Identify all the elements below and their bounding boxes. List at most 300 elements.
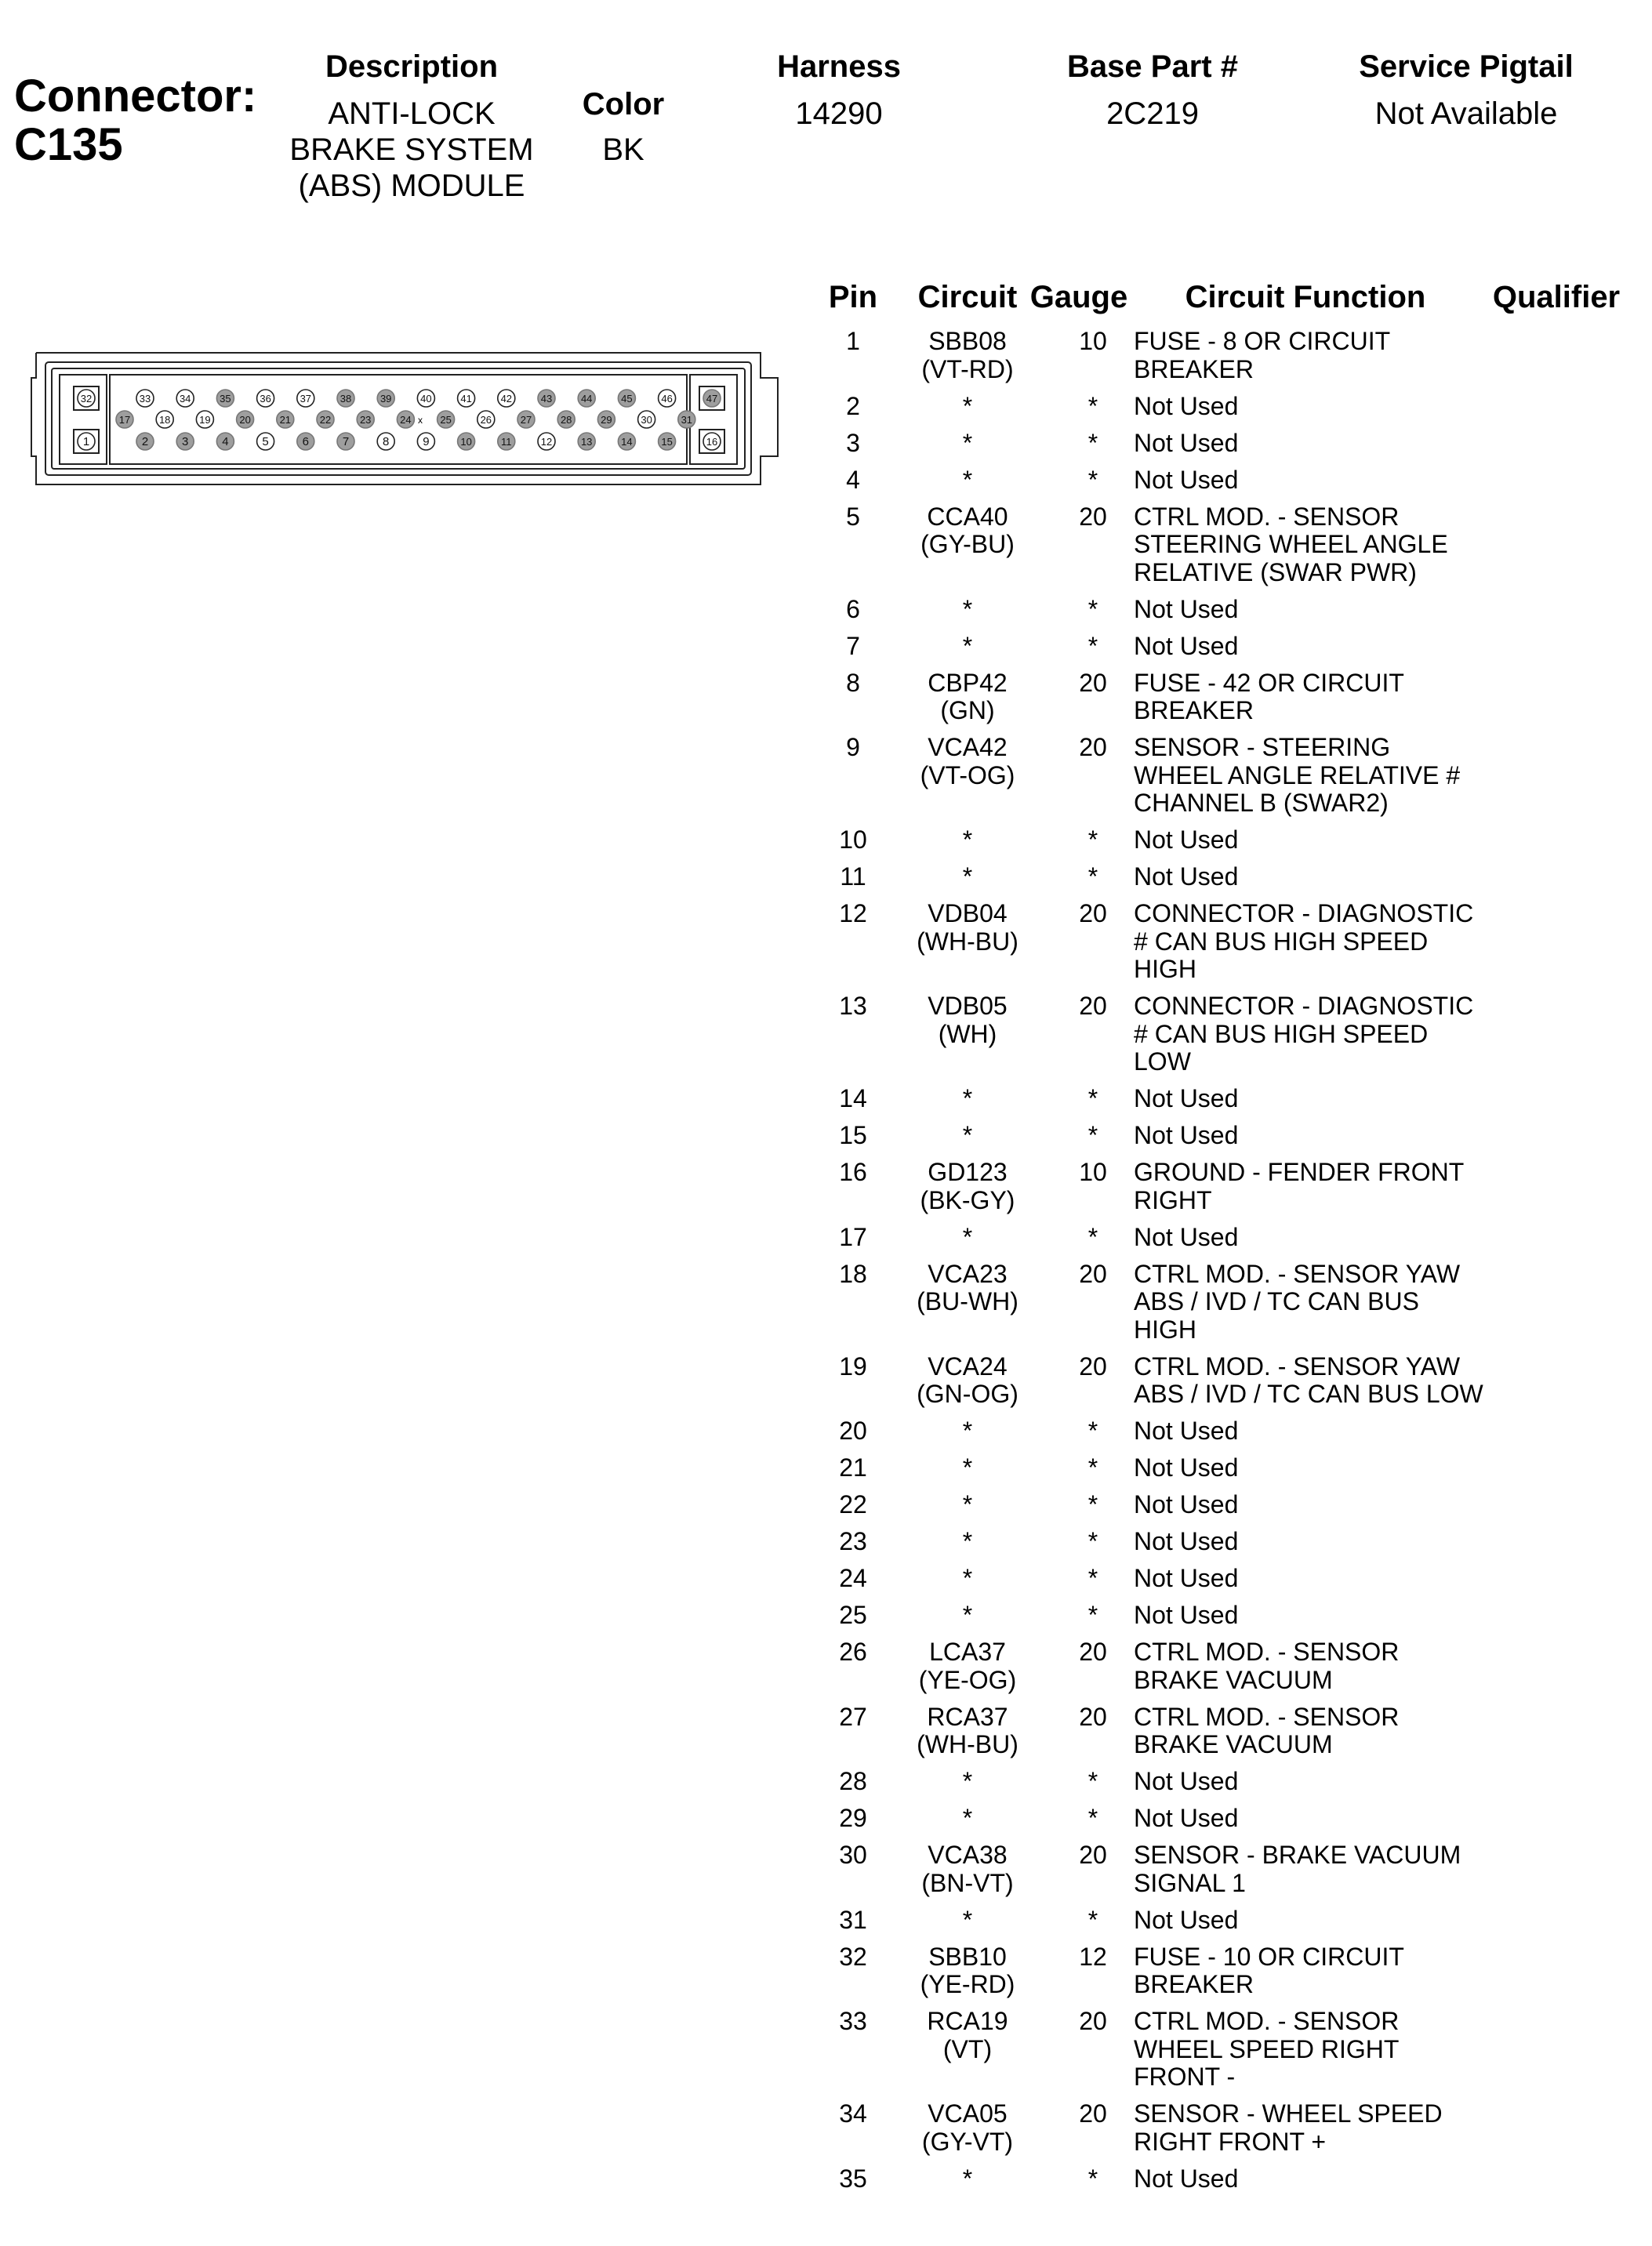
pin-cell: 25 [839, 1601, 867, 1629]
pin-label: 47 [706, 393, 718, 405]
circuit-line: * [962, 2164, 973, 2193]
connector-label: Connector: [14, 71, 257, 122]
circuit-line: * [962, 1527, 973, 1555]
function-line: BREAKER [1134, 354, 1254, 383]
pin-44 [578, 390, 595, 407]
function-line: Not Used [1134, 1601, 1239, 1629]
pin-47 [699, 386, 724, 410]
function-cell [1134, 1085, 1494, 1113]
pin-label: 10 [460, 436, 472, 448]
function-cell [1134, 1528, 1494, 1556]
function-line: ABS / IVD / TC CAN BUS [1134, 1287, 1419, 1315]
gauge-cell: * [1087, 1121, 1098, 1149]
circuit-line: (VT) [942, 2034, 993, 2063]
pin-label: 24 [400, 414, 412, 426]
circuit-line: * [962, 1121, 973, 1149]
function-line: Not Used [1134, 1564, 1239, 1592]
pin-43 [538, 390, 555, 407]
gauge-cell: * [1087, 631, 1098, 660]
gauge-cell: 20 [1079, 1259, 1107, 1288]
circuit-cell [891, 2008, 1044, 2063]
pin-cell: 32 [839, 1942, 867, 1971]
pin-label: 42 [500, 393, 513, 405]
circuit-cell [891, 633, 1044, 661]
pin-6 [297, 433, 314, 450]
pin-31 [678, 411, 695, 428]
pin-35 [216, 390, 234, 407]
circuit-line: (GY-VT) [921, 2127, 1014, 2156]
pin-label: 44 [580, 393, 593, 405]
pin-39 [377, 390, 394, 407]
pin-cell: 35 [839, 2164, 867, 2193]
pin-label: 46 [661, 393, 673, 405]
circuit-cell [891, 1159, 1044, 1214]
gauge-cell: 20 [1079, 733, 1107, 761]
function-line: CHANNEL B (SWAR2) [1134, 789, 1389, 817]
pin-label: 4 [222, 435, 229, 448]
pin-36 [257, 390, 274, 407]
circuit-line: * [962, 631, 973, 660]
circuit-line: * [962, 594, 973, 623]
function-cell [1134, 1638, 1494, 1694]
function-line: # CAN BUS HIGH SPEED [1134, 1019, 1429, 1048]
function-line: FRONT - [1134, 2063, 1236, 2091]
pin-label: 30 [641, 414, 652, 426]
pin-layer [74, 386, 724, 453]
function-cell [1134, 1353, 1494, 1409]
pin-label: 2 [141, 435, 149, 448]
function-line: ABS / IVD / TC CAN BUS LOW [1134, 1380, 1483, 1408]
function-cell [1134, 1602, 1494, 1630]
function-line: HIGH [1134, 1315, 1196, 1344]
circuit-cell [891, 1638, 1044, 1694]
function-line: RELATIVE (SWAR PWR) [1134, 557, 1417, 586]
pin-cell: 11 [840, 862, 866, 891]
circuit-cell [891, 503, 1044, 559]
function-cell [1134, 1261, 1494, 1344]
function-line: GROUND - FENDER FRONT [1134, 1158, 1465, 1186]
pin-label: 9 [423, 435, 430, 448]
circuit-line: * [962, 465, 973, 494]
circuit-line: * [962, 1490, 973, 1518]
service-pigtail-label: Service Pigtail [1359, 49, 1574, 84]
circuit-line: VCA24 [928, 1352, 1008, 1381]
pin-4 [216, 433, 234, 450]
circuit-line: (YE-OG) [918, 1665, 1017, 1694]
circuit-line: * [962, 862, 973, 891]
pin-cell: 9 [846, 733, 860, 761]
pin-cell: 4 [846, 465, 860, 494]
circuit-cell [891, 2165, 1044, 2193]
function-cell [1134, 1454, 1494, 1482]
circuit-line: * [962, 428, 973, 457]
circuit-cell [891, 1417, 1044, 1446]
circuit-line: (BU-WH) [917, 1287, 1018, 1315]
pin-cell: 13 [839, 992, 867, 1020]
pin-12 [538, 433, 555, 450]
base-part-value: 2C219 [1106, 96, 1199, 131]
function-line: CTRL MOD. - SENSOR YAW [1134, 1259, 1461, 1288]
function-cell [1134, 992, 1494, 1076]
circuit-line: (YE-RD) [920, 1970, 1015, 1998]
pin-30 [638, 411, 655, 428]
pin-2 [136, 433, 154, 450]
function-line: WHEEL ANGLE RELATIVE # [1134, 760, 1461, 789]
function-cell [1134, 1224, 1494, 1252]
description-line: (ABS) MODULE [298, 169, 525, 203]
pin-cell: 12 [839, 899, 867, 927]
function-line: Not Used [1134, 1804, 1239, 1832]
pin-cell: 6 [846, 594, 860, 623]
gauge-cell: * [1087, 391, 1098, 420]
function-line: BRAKE VACUUM [1134, 1730, 1333, 1758]
function-cell [1134, 1907, 1494, 1935]
function-line: CTRL MOD. - SENSOR [1134, 502, 1400, 531]
pin-32 [74, 386, 99, 410]
pin-cell: 14 [839, 1084, 867, 1112]
description-label: Description [325, 49, 499, 84]
gauge-cell: 10 [1079, 1158, 1107, 1186]
pin-label: 20 [239, 414, 251, 426]
pin-label: 35 [220, 393, 231, 405]
harness-label: Harness [777, 49, 901, 84]
pin-cell: 17 [839, 1222, 867, 1251]
circuit-line: * [962, 1804, 973, 1832]
pin-label: 13 [580, 436, 593, 448]
circuit-cell [891, 596, 1044, 624]
description-line: BRAKE SYSTEM [289, 132, 534, 167]
connector-id: C135 [14, 119, 123, 170]
connector-face-diagram [0, 329, 784, 533]
col-header-pin: Pin [828, 280, 878, 314]
function-cell [1134, 503, 1494, 587]
pin-label: 33 [139, 393, 151, 405]
function-line: FUSE - 10 OR CIRCUIT [1134, 1942, 1404, 1971]
pin-10 [458, 433, 475, 450]
gauge-cell: * [1087, 1804, 1098, 1832]
pin-cell: 16 [839, 1158, 867, 1186]
pin-label: 26 [480, 414, 492, 426]
function-line: Not Used [1134, 428, 1239, 457]
circuit-cell [891, 1122, 1044, 1150]
pin-19 [196, 411, 213, 428]
pin-label: 25 [440, 414, 452, 426]
gauge-cell: * [1087, 1905, 1098, 1934]
function-line: Not Used [1134, 1767, 1239, 1795]
pin-label: 22 [319, 414, 332, 426]
pin-11 [498, 433, 515, 450]
pin-label: 18 [158, 414, 171, 426]
function-line: WHEEL SPEED RIGHT [1134, 2034, 1400, 2063]
function-line: LOW [1134, 1047, 1191, 1076]
pin-cell: 28 [839, 1767, 867, 1795]
gauge-cell: 20 [1079, 668, 1107, 697]
pin-13 [578, 433, 595, 450]
pin-cell: 20 [839, 1417, 867, 1445]
function-cell [1134, 863, 1494, 891]
gauge-cell: * [1087, 1767, 1098, 1795]
circuit-line: RCA37 [927, 1702, 1008, 1731]
pin-label: 14 [621, 436, 633, 448]
pin-cell: 29 [839, 1804, 867, 1832]
col-header-qualifier: Qualifier [1492, 280, 1621, 314]
pin-3 [176, 433, 194, 450]
pin-18 [156, 411, 173, 428]
pin-cell: 27 [839, 1702, 867, 1731]
circuit-cell [891, 466, 1044, 495]
gauge-cell: 20 [1079, 1352, 1107, 1381]
circuit-line: VCA23 [928, 1259, 1008, 1288]
gauge-cell: 20 [1079, 1638, 1107, 1666]
circuit-cell [891, 734, 1044, 789]
circuit-cell [891, 1602, 1044, 1630]
pin-15 [659, 433, 676, 450]
gauge-cell: * [1087, 1601, 1098, 1629]
pin-9 [417, 433, 434, 450]
function-cell [1134, 1704, 1494, 1759]
description-line: ANTI-LOCK [328, 96, 496, 131]
function-line: CTRL MOD. - SENSOR YAW [1134, 1352, 1461, 1381]
pin-cell: 19 [839, 1352, 867, 1381]
function-cell [1134, 466, 1494, 495]
description-value [282, 96, 541, 204]
pin-cell: 10 [839, 825, 867, 854]
pin-label: 8 [383, 435, 390, 448]
pin-33 [136, 390, 154, 407]
function-cell [1134, 596, 1494, 624]
pin-label: 17 [118, 414, 131, 426]
function-cell [1134, 1841, 1494, 1897]
pin-23 [357, 411, 374, 428]
pin-7 [337, 433, 354, 450]
circuit-line: VDB05 [928, 992, 1008, 1020]
function-line: FUSE - 8 OR CIRCUIT [1134, 327, 1391, 355]
pin-label: 3 [182, 435, 189, 448]
pin-cell: 23 [839, 1527, 867, 1555]
service-pigtail-value: Not Available [1374, 96, 1558, 131]
function-line: Not Used [1134, 862, 1239, 891]
gauge-cell: * [1087, 594, 1098, 623]
gauge-cell: 20 [1079, 2099, 1107, 2128]
function-line: RIGHT FRONT + [1134, 2127, 1327, 2156]
function-cell [1134, 1943, 1494, 1999]
circuit-line: * [962, 1564, 973, 1592]
gauge-cell: 20 [1079, 1841, 1107, 1869]
pin-label: 41 [460, 393, 472, 405]
circuit-cell [891, 430, 1044, 458]
gauge-cell: * [1087, 1490, 1098, 1518]
function-cell [1134, 1565, 1494, 1593]
harness-value: 14290 [795, 96, 883, 131]
gauge-cell: 20 [1079, 899, 1107, 927]
circuit-cell [891, 1261, 1044, 1316]
pin-label: 16 [706, 436, 718, 448]
gauge-cell: * [1087, 1222, 1098, 1251]
function-cell [1134, 2165, 1494, 2193]
pin-cell: 34 [839, 2099, 867, 2128]
function-cell [1134, 669, 1494, 725]
circuit-cell [891, 669, 1044, 725]
circuit-line: VDB04 [928, 899, 1008, 927]
circuit-cell [891, 863, 1044, 891]
gauge-cell: 20 [1079, 2007, 1107, 2035]
gauge-cell: * [1087, 1453, 1098, 1482]
function-cell [1134, 1159, 1494, 1214]
circuit-cell [891, 1943, 1044, 1999]
circuit-line: GD123 [928, 1158, 1008, 1186]
function-line: RIGHT [1134, 1185, 1212, 1214]
function-line: SENSOR - WHEEL SPEED [1134, 2099, 1443, 2128]
pin-cell: 21 [839, 1453, 867, 1482]
pin-cell: 22 [839, 1490, 867, 1518]
gauge-cell: * [1087, 1084, 1098, 1112]
pin-42 [498, 390, 515, 407]
circuit-line: RCA19 [927, 2007, 1008, 2035]
function-line: CTRL MOD. - SENSOR [1134, 2007, 1400, 2035]
function-line: Not Used [1134, 1084, 1239, 1112]
circuit-line: * [962, 1417, 973, 1445]
function-line: Not Used [1134, 2164, 1239, 2193]
circuit-line: (GN) [940, 696, 995, 724]
pin-label: 27 [520, 414, 532, 426]
pin-cell: 18 [839, 1259, 867, 1288]
color-label: Color [582, 87, 665, 122]
gauge-cell: * [1087, 428, 1098, 457]
gauge-cell: * [1087, 465, 1098, 494]
circuit-cell [891, 1805, 1044, 1833]
gauge-cell: 20 [1079, 1702, 1107, 1731]
circuit-line: * [962, 1601, 973, 1629]
function-cell [1134, 1805, 1494, 1833]
pin-label: 15 [661, 436, 673, 448]
pin-cell: 8 [846, 668, 860, 697]
function-cell [1134, 1768, 1494, 1796]
circuit-cell [891, 1528, 1044, 1556]
circuit-line: * [962, 1222, 973, 1251]
function-cell [1134, 1491, 1494, 1519]
pin-label: 38 [339, 393, 352, 405]
pin-28 [557, 411, 575, 428]
circuit-line: CCA40 [927, 502, 1008, 531]
pin-label: 32 [80, 393, 93, 405]
pin-label: 45 [621, 393, 633, 405]
circuit-line: * [962, 825, 973, 854]
pin-cell: 24 [839, 1564, 867, 1592]
pin-14 [618, 433, 635, 450]
gauge-cell: * [1087, 2164, 1098, 2193]
pin-label: 31 [681, 414, 693, 426]
circuit-cell [891, 1353, 1044, 1409]
circuit-cell [891, 1704, 1044, 1759]
pin-cell: 33 [839, 2007, 867, 2035]
pin-21 [277, 411, 294, 428]
pin-34 [176, 390, 194, 407]
pin-cell: 5 [846, 502, 860, 531]
circuit-line: SBB08 [928, 327, 1007, 355]
connector-title [14, 72, 256, 169]
function-line: SENSOR - STEERING [1134, 733, 1391, 761]
circuit-line: * [962, 1453, 973, 1482]
function-cell [1134, 900, 1494, 984]
circuit-line: VCA38 [928, 1841, 1008, 1869]
circuit-cell [891, 1491, 1044, 1519]
pin-label: 7 [342, 435, 350, 448]
gauge-cell: 12 [1079, 1942, 1107, 1971]
circuit-line: (WH-BU) [917, 1730, 1018, 1758]
pin-24 [397, 411, 414, 428]
pin-8 [377, 433, 394, 450]
function-cell [1134, 2008, 1494, 2092]
key-mark: x [418, 415, 423, 426]
function-cell [1134, 734, 1494, 818]
circuit-cell [891, 328, 1044, 383]
color-value: BK [602, 132, 644, 167]
pin-cell: 3 [846, 428, 860, 457]
circuit-line: (VT-RD) [921, 354, 1014, 383]
circuit-line: LCA37 [929, 1638, 1006, 1666]
function-line: # CAN BUS HIGH SPEED [1134, 927, 1429, 956]
function-line: Not Used [1134, 1527, 1239, 1555]
function-line: Not Used [1134, 465, 1239, 494]
circuit-line: (GY-BU) [920, 530, 1015, 558]
function-line: Not Used [1134, 1453, 1239, 1482]
function-cell [1134, 393, 1494, 421]
circuit-line: (VT-OG) [920, 760, 1015, 789]
pin-label: 1 [82, 435, 90, 448]
function-line: STEERING WHEEL ANGLE [1134, 530, 1448, 558]
circuit-line: * [962, 1767, 973, 1795]
circuit-cell [891, 1224, 1044, 1252]
function-line: HIGH [1134, 955, 1196, 983]
function-line: Not Used [1134, 1121, 1239, 1149]
pin-cell: 15 [839, 1121, 867, 1149]
function-line: BRAKE VACUUM [1134, 1665, 1333, 1694]
pin-label: 40 [420, 393, 432, 405]
pin-22 [317, 411, 334, 428]
pin-label: 43 [540, 393, 553, 405]
circuit-line: * [962, 1905, 973, 1934]
pin-26 [477, 411, 495, 428]
col-header-function: Circuit Function [1185, 280, 1426, 314]
circuit-cell [891, 1085, 1044, 1113]
circuit-line: (BN-VT) [921, 1868, 1014, 1897]
circuit-line: SBB10 [928, 1942, 1007, 1971]
function-cell [1134, 2100, 1494, 2156]
pin-label: 5 [262, 435, 269, 448]
pin-label: 23 [359, 414, 372, 426]
pin-29 [597, 411, 615, 428]
pin-16 [699, 430, 724, 453]
function-cell [1134, 633, 1494, 661]
pin-label: 11 [501, 436, 512, 448]
circuit-line: (GN-OG) [917, 1380, 1018, 1408]
function-line: SIGNAL 1 [1134, 1868, 1246, 1897]
col-header-gauge: Gauge [1029, 280, 1128, 314]
gauge-cell: * [1087, 1527, 1098, 1555]
function-line: Not Used [1134, 1905, 1239, 1934]
circuit-line: VCA42 [928, 733, 1008, 761]
pin-label: 12 [540, 436, 553, 448]
circuit-line: (WH) [938, 1019, 997, 1048]
function-line: Not Used [1134, 391, 1239, 420]
function-line: FUSE - 42 OR CIRCUIT [1134, 668, 1404, 697]
pin-label: 28 [560, 414, 572, 426]
circuit-cell [891, 393, 1044, 421]
pin-cell: 26 [839, 1638, 867, 1666]
function-line: Not Used [1134, 1222, 1239, 1251]
pin-45 [618, 390, 635, 407]
pin-37 [297, 390, 314, 407]
